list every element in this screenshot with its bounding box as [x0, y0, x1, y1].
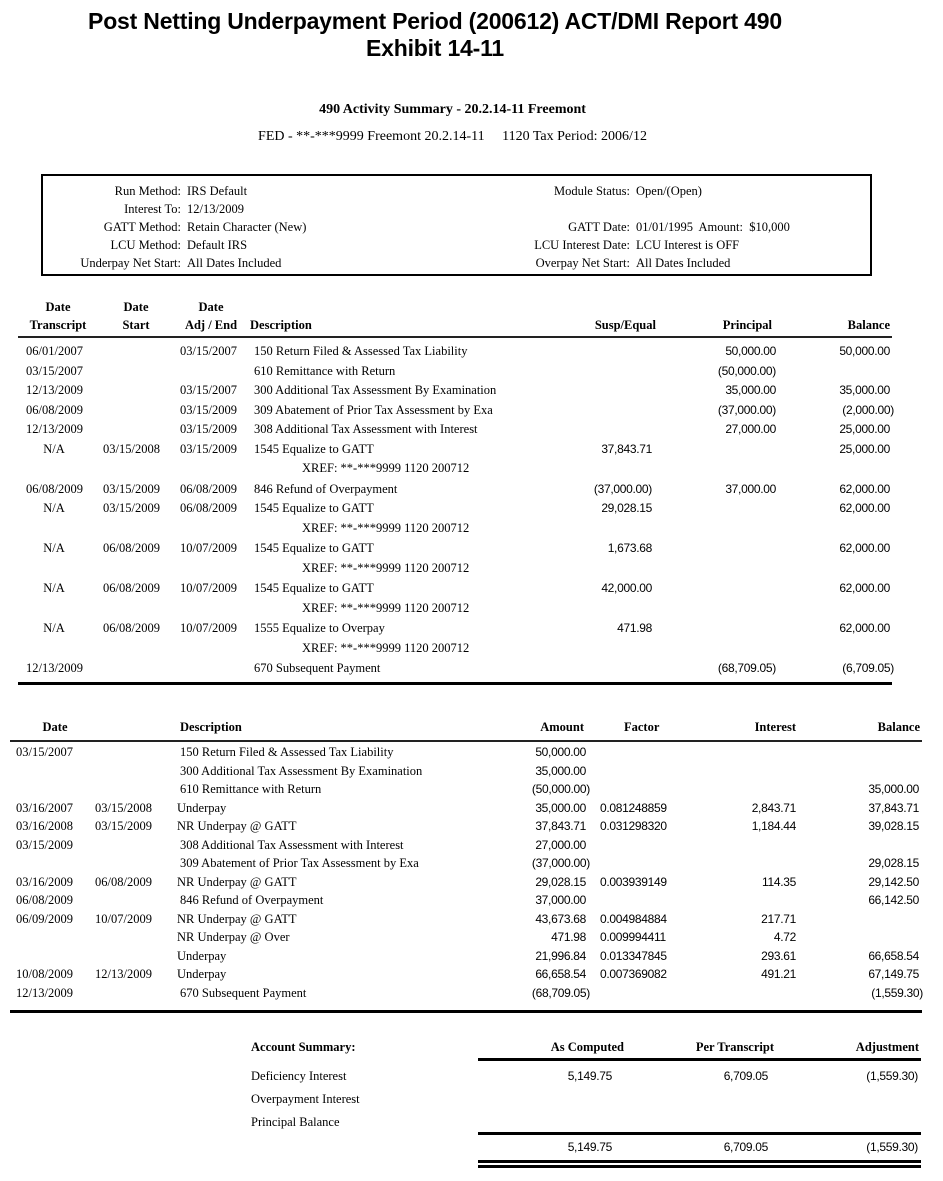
account-line: FED - **-***9999 Freemont 20.2.14-11 1120 Tax Period: 2006/12	[258, 129, 647, 144]
factor: 0.081248859	[600, 800, 667, 815]
setting-label: Module Status:	[553, 184, 630, 198]
amount: (68,709.05)	[531, 985, 590, 1000]
amount: 29,028.15	[535, 874, 586, 889]
interest-row	[0, 910, 943, 928]
date-from: 03/15/2009	[16, 837, 73, 852]
interest: 4.72	[773, 930, 796, 944]
principal: (50,000.00)	[717, 363, 776, 378]
amount: 27,000.00	[535, 837, 586, 852]
date-adj-end: 10/07/2009	[180, 581, 237, 595]
description: 1545 Equalize to GATT	[254, 541, 374, 555]
date-from: 12/13/2009	[16, 985, 73, 1000]
balance: 67,149.75	[868, 967, 919, 981]
col-date: Date	[42, 720, 68, 734]
exhibit-title: Exhibit 14-11	[365, 35, 505, 61]
summary-as-computed: 5,149.75	[567, 1069, 612, 1083]
summary-row-deficiency-interest	[0, 1066, 943, 1086]
interest-row	[0, 817, 943, 835]
date-from: 03/16/2007	[16, 800, 73, 815]
balance: 25,000.00	[839, 422, 890, 436]
col-principal: Principal	[722, 318, 772, 332]
susp-equal: 471.98	[617, 621, 652, 635]
susp-equal: 29,028.15	[601, 501, 652, 515]
col-description: Description	[250, 318, 312, 332]
setting-value: IRS Default	[187, 184, 248, 198]
description: 1555 Equalize to Overpay	[254, 621, 385, 635]
setting-value: 12/13/2009	[187, 202, 244, 216]
col-as-computed: As Computed	[550, 1040, 624, 1054]
interest: 1,184.44	[751, 819, 796, 833]
transaction-xref-row	[0, 518, 943, 538]
report-title: Post Netting Underpayment Period (200612) ACT/DMI Report 490	[88, 8, 782, 34]
date-to: 10/07/2009	[95, 911, 152, 926]
date-transcript: N/A	[43, 581, 65, 595]
setting-label: Underpay Net Start:	[80, 256, 181, 270]
date-transcript: N/A	[43, 501, 65, 515]
date-from: 06/08/2009	[16, 893, 73, 907]
interest-row	[0, 743, 943, 761]
setting-label: GATT Date:	[568, 220, 630, 234]
date-transcript: 12/13/2009	[26, 661, 83, 675]
interest-row	[0, 984, 943, 1002]
date-adj-end: 03/15/2009	[180, 422, 237, 436]
transaction-row	[0, 439, 943, 459]
xref: XREF: **-***9999 1120 200712	[302, 640, 470, 655]
date-transcript: 06/08/2009	[26, 481, 83, 496]
interest-row	[0, 780, 943, 798]
setting-label: GATT Method:	[103, 220, 181, 234]
balance: 66,142.50	[868, 893, 919, 907]
balance: 35,000.00	[839, 383, 890, 397]
principal: (68,709.05)	[717, 661, 776, 675]
summary-label: Deficiency Interest	[251, 1069, 347, 1083]
col-amount: Amount	[540, 720, 584, 734]
setting-value: 01/01/1995 Amount: $10,000	[636, 220, 790, 234]
factor: 0.031298320	[600, 819, 667, 833]
date-to: 03/15/2008	[95, 800, 152, 815]
description: 309 Abatement of Prior Tax Assessment by Exa	[254, 402, 493, 417]
transactions-header-rule	[18, 336, 892, 338]
balance: 25,000.00	[839, 441, 890, 456]
balance: 62,000.00	[839, 621, 890, 635]
susp-equal: 1,673.68	[607, 541, 652, 555]
date-adj-end: 03/15/2009	[180, 402, 237, 417]
summary-per-transcript: 6,709.05	[723, 1069, 768, 1083]
description: Underpay	[177, 800, 227, 815]
amount: 21,996.84	[535, 948, 586, 963]
date-transcript: N/A	[43, 441, 65, 456]
date-from: 03/16/2009	[16, 874, 73, 889]
col-date-start-line2: Start	[122, 318, 150, 332]
description: 846 Refund of Overpayment	[180, 893, 324, 907]
amount: 50,000.00	[535, 745, 586, 759]
interest: 217.71	[761, 911, 796, 926]
transaction-xref-row	[0, 558, 943, 578]
col-balance: Balance	[877, 720, 920, 734]
xref: XREF: **-***9999 1120 200712	[302, 520, 470, 535]
date-adj-end: 03/15/2007	[180, 344, 237, 358]
col-adjustment: Adjustment	[855, 1040, 919, 1054]
total-adjustment: (1,559.30)	[866, 1140, 918, 1154]
date-transcript: 06/01/2007	[26, 344, 83, 358]
principal: (37,000.00)	[717, 402, 776, 417]
transaction-xref-row	[0, 598, 943, 618]
interest-row	[0, 965, 943, 983]
summary-totals-row	[0, 1137, 943, 1157]
factor: 0.009994411	[600, 930, 666, 944]
col-date-adj-line2: Adj / End	[184, 318, 238, 332]
description: 610 Remittance with Return	[180, 782, 322, 796]
date-start: 03/15/2008	[103, 441, 160, 456]
interest-row	[0, 928, 943, 946]
summary-label: Principal Balance	[251, 1115, 340, 1129]
date-start: 06/08/2009	[103, 621, 160, 635]
date-adj-end: 03/15/2007	[180, 383, 237, 397]
description: 610 Remittance with Return	[254, 363, 396, 378]
interest-row	[0, 762, 943, 780]
transaction-row	[0, 578, 943, 598]
xref: XREF: **-***9999 1120 200712	[302, 560, 470, 575]
transaction-row	[0, 361, 943, 381]
balance: 35,000.00	[868, 782, 919, 796]
date-adj-end: 06/08/2009	[180, 501, 237, 515]
setting-value: All Dates Included	[636, 256, 731, 270]
xref: XREF: **-***9999 1120 200712	[302, 461, 470, 475]
setting-value: Retain Character (New)	[187, 220, 307, 234]
amount: 43,673.68	[535, 911, 586, 926]
susp-equal: 37,843.71	[601, 441, 652, 456]
summary-header-rule	[478, 1058, 921, 1061]
description: NR Underpay @ Over	[177, 930, 290, 944]
date-from: 06/09/2009	[16, 911, 73, 926]
balance: 62,000.00	[839, 481, 890, 496]
col-factor: Factor	[624, 720, 660, 734]
factor: 0.007369082	[600, 967, 667, 981]
transactions-bottom-rule	[18, 682, 892, 685]
xref: XREF: **-***9999 1120 200712	[302, 600, 470, 615]
transaction-xref-row	[0, 638, 943, 658]
interest: 114.35	[761, 874, 796, 889]
balance: 62,000.00	[839, 501, 890, 515]
principal: 27,000.00	[725, 422, 776, 436]
transaction-row	[0, 479, 943, 499]
transaction-row	[0, 498, 943, 518]
date-adj-end: 10/07/2009	[180, 541, 237, 555]
interest-row	[0, 873, 943, 891]
amount: 35,000.00	[535, 800, 586, 815]
interest-row	[0, 836, 943, 854]
activity-summary-title: 490 Activity Summary - 20.2.14-11 Freemont	[319, 102, 586, 117]
setting-label: Run Method:	[114, 184, 181, 198]
principal: 35,000.00	[725, 383, 776, 397]
susp-equal: (37,000.00)	[593, 481, 652, 496]
date-transcript: 12/13/2009	[26, 422, 83, 436]
setting-label: Overpay Net Start:	[535, 256, 630, 270]
col-date-transcript-line1: Date	[45, 300, 71, 314]
summary-double-rule-bottom	[478, 1165, 921, 1168]
transaction-row	[0, 618, 943, 638]
description: 1545 Equalize to GATT	[254, 581, 374, 595]
date-start: 03/15/2009	[103, 481, 160, 496]
balance: 37,843.71	[868, 800, 919, 815]
description: 300 Additional Tax Assessment By Examination	[254, 383, 497, 397]
date-from: 10/08/2009	[16, 967, 73, 981]
setting-label: Interest To:	[124, 202, 181, 216]
date-transcript: 06/08/2009	[26, 402, 83, 417]
transactions-header	[0, 300, 943, 340]
date-from: 03/15/2007	[16, 745, 73, 759]
col-balance: Balance	[847, 318, 890, 332]
description: 150 Return Filed & Assessed Tax Liability	[254, 344, 468, 358]
balance: (1,559.30)	[871, 985, 923, 1000]
transaction-row	[0, 380, 943, 400]
description: 846 Refund of Overpayment	[254, 481, 398, 496]
balance: 62,000.00	[839, 581, 890, 595]
col-interest: Interest	[754, 720, 796, 734]
date-transcript: N/A	[43, 621, 65, 635]
description: 1545 Equalize to GATT	[254, 441, 374, 456]
date-adj-end: 03/15/2009	[180, 441, 237, 456]
interest: 491.21	[761, 967, 796, 981]
summary-double-rule-top	[478, 1160, 921, 1163]
setting-value: LCU Interest is OFF	[636, 238, 740, 252]
balance: 62,000.00	[839, 541, 890, 555]
amount: 37,843.71	[535, 819, 586, 833]
interest-row	[0, 854, 943, 872]
principal: 37,000.00	[725, 481, 776, 496]
amount: (50,000.00)	[531, 782, 590, 796]
date-transcript: 12/13/2009	[26, 383, 83, 397]
description: 150 Return Filed & Assessed Tax Liability	[180, 745, 394, 759]
col-per-transcript: Per Transcript	[695, 1040, 774, 1054]
setting-label: LCU Interest Date:	[534, 238, 630, 252]
description: 308 Additional Tax Assessment with Interest	[254, 422, 478, 436]
date-transcript: N/A	[43, 541, 65, 555]
susp-equal: 42,000.00	[601, 581, 652, 595]
summary-adjustment: (1,559.30)	[866, 1069, 918, 1083]
interest-row	[0, 947, 943, 965]
balance: (2,000.00)	[842, 402, 894, 417]
date-adj-end: 06/08/2009	[180, 481, 237, 496]
setting-value: Default IRS	[187, 238, 248, 252]
interest-row	[0, 891, 943, 909]
summary-row-principal-balance	[0, 1112, 943, 1132]
interest-bottom-rule	[10, 1010, 922, 1013]
balance: 66,658.54	[868, 948, 919, 963]
description: 308 Additional Tax Assessment with Interest	[180, 837, 404, 852]
total-per-transcript: 6,709.05	[723, 1140, 768, 1154]
setting-value: All Dates Included	[187, 256, 282, 270]
total-as-computed: 5,149.75	[567, 1140, 612, 1154]
description: NR Underpay @ GATT	[177, 911, 297, 926]
col-susp-equal: Susp/Equal	[594, 318, 656, 332]
interest-header	[0, 720, 943, 740]
date-to: 03/15/2009	[95, 819, 152, 833]
amount: 37,000.00	[535, 893, 586, 907]
date-transcript: 03/15/2007	[26, 363, 83, 378]
balance: (6,709.05)	[842, 661, 894, 675]
col-date-start-line1: Date	[123, 300, 149, 314]
interest: 293.61	[761, 948, 796, 963]
interest-row	[0, 799, 943, 817]
factor: 0.004984884	[600, 911, 667, 926]
description: NR Underpay @ GATT	[177, 819, 297, 833]
transaction-xref-row	[0, 458, 943, 478]
amount: (37,000.00)	[531, 856, 590, 870]
col-date-transcript-line2: Transcript	[29, 318, 87, 332]
col-description: Description	[180, 720, 242, 734]
transaction-row	[0, 341, 943, 361]
balance: 39,028.15	[868, 819, 919, 833]
description: 670 Subsequent Payment	[254, 661, 381, 675]
summary-label: Overpayment Interest	[251, 1092, 360, 1106]
interest: 2,843.71	[751, 800, 796, 815]
interest-header-rule	[10, 740, 922, 742]
transaction-row	[0, 400, 943, 420]
date-to: 06/08/2009	[95, 874, 152, 889]
balance: 50,000.00	[839, 344, 890, 358]
date-from: 03/16/2008	[16, 819, 73, 833]
date-start: 06/08/2009	[103, 541, 160, 555]
transaction-row	[0, 658, 943, 678]
factor: 0.003939149	[600, 874, 667, 889]
factor: 0.013347845	[600, 948, 667, 963]
transaction-row	[0, 419, 943, 439]
amount: 35,000.00	[535, 763, 586, 778]
description: NR Underpay @ GATT	[177, 874, 297, 889]
description: Underpay	[177, 948, 227, 963]
balance: 29,142.50	[868, 874, 919, 889]
principal: 50,000.00	[725, 344, 776, 358]
amount: 66,658.54	[535, 967, 586, 981]
date-start: 03/15/2009	[103, 501, 160, 515]
description: Underpay	[177, 967, 227, 981]
date-adj-end: 10/07/2009	[180, 621, 237, 635]
description: 309 Abatement of Prior Tax Assessment by Exa	[180, 856, 419, 870]
setting-value: Open/(Open)	[636, 184, 702, 198]
description: 670 Subsequent Payment	[180, 985, 307, 1000]
description: 300 Additional Tax Assessment By Examination	[180, 763, 423, 778]
summary-row-overpayment-interest	[0, 1089, 943, 1109]
summary-total-rule	[478, 1132, 921, 1135]
date-start: 06/08/2009	[103, 581, 160, 595]
description: 1545 Equalize to GATT	[254, 501, 374, 515]
setting-label: LCU Method:	[110, 238, 181, 252]
col-date-adj-line1: Date	[198, 300, 224, 314]
account-summary-title: Account Summary:	[251, 1040, 356, 1054]
transaction-row	[0, 538, 943, 558]
amount: 471.98	[551, 930, 586, 944]
balance: 29,028.15	[868, 856, 919, 870]
date-to: 12/13/2009	[95, 967, 152, 981]
